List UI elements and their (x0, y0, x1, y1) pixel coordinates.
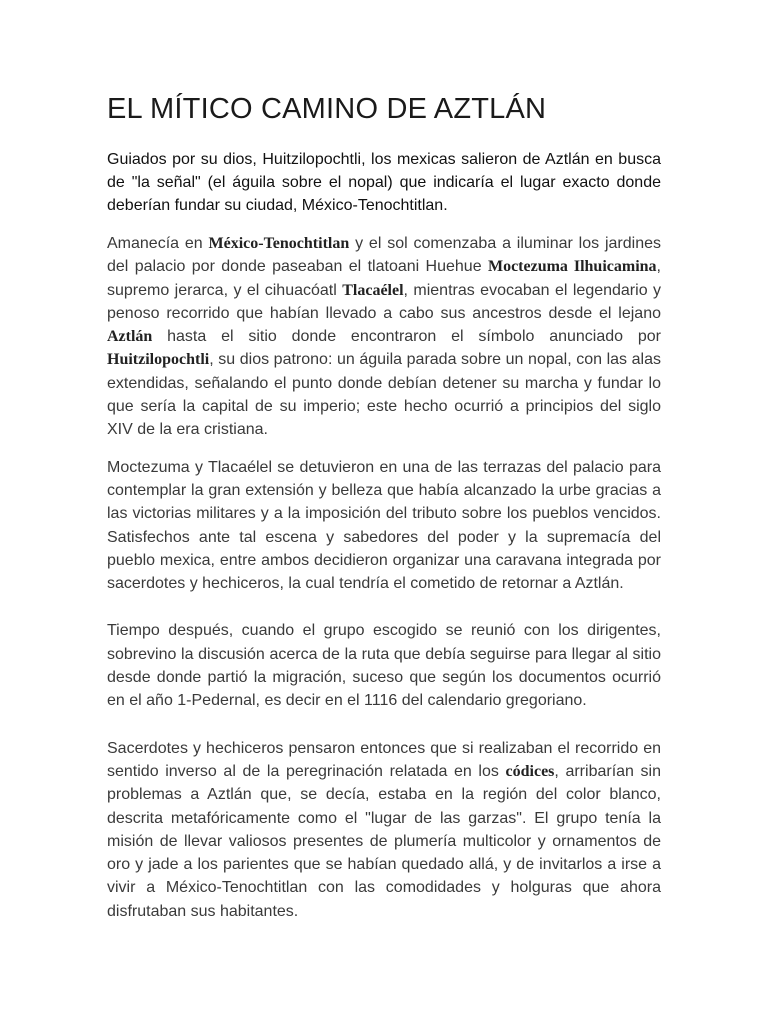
keyword-tlacaelel: Tlacaélel (342, 281, 404, 299)
paragraph-1-text-6: , su dios patrono: un águila parada sobre un nopal, con las alas extendidas, señalando el punto donde debían detener su marcha y fundar lo que sería la capital de su imperio; este hecho ocurrió a principios del siglo XIV de la era cristiana. (107, 351, 661, 439)
paragraph-1-text-3: , supremo jerarca, y el cihuacóatl (107, 258, 661, 299)
intro-paragraph: Guiados por su dios, Huitzilopochtli, los mexicas salieron de Aztlán en busca de "la señal" (el águila sobre el nopal) que indicaría el lugar exacto donde deberían fundar su ciudad, México-Tenochtitlan. (107, 151, 661, 214)
keyword-huitzilopochtli: Huitzilopochtli (107, 351, 210, 369)
paragraph-2: Moctezuma y Tlacaélel se detuvieron en una de las terrazas del palacio para contemplar la gran extensión y belleza que había alcanzado la urbe gracias a las victorias militares y a la imposición del tributo sobre los pueblos vencidos. Satisfechos ante tal escena y sabedores del poder y la supremacía del pueblo mexica, entre ambos decidieron organizar una caravana integrada por sacerdotes y hechiceros, la cual tendría el cometido de retornar a Aztlán. (107, 458, 661, 593)
paragraph-4 (107, 737, 661, 923)
paragraph-1 (107, 232, 661, 442)
paragraph-1-text-4: , mientras evocaban el legendario y penoso recorrido que habían llevado a cabo sus ancestros desde el lejano (107, 281, 662, 322)
paragraph-1-text-2: y el sol comenzaba a iluminar los jardines del palacio por donde paseaban el tlatoani Huehue (107, 235, 661, 276)
paragraph-1-text-5: hasta el sitio donde encontraron el símbolo anunciado por (152, 328, 661, 346)
page-title: EL MÍTICO CAMINO DE AZTLÁN (107, 93, 547, 125)
keyword-aztlan: Aztlán (107, 328, 153, 346)
keyword-moctezuma-ilhuicamina: Moctezuma Ilhuicamina (487, 258, 657, 276)
keyword-mexico-tenochtitlan: México-Tenochtitlan (208, 235, 350, 252)
document-page (107, 88, 661, 923)
keyword-codices: códices (505, 762, 555, 780)
paragraph-4-text-1: Sacerdotes y hechiceros pensaron entonces que si realizaban el recorrido en sentido inverso al de la peregrinación relatada en los (107, 739, 661, 780)
paragraph-4-text-2: , arribarían sin problemas a Aztlán que, se decía, estaba en la región del color blanco, descrita metafóricamente como el "lugar de las garzas". El grupo tenía la misión de llevar valiosos presentes de plumería multicolor y ornamentos de oro y jade a los parientes que se habían quedado allá, y de invitarlos a irse a vivir a México-Tenochtitlan con las comodidades y holguras que ahora disfrutaban sus habitantes. (107, 762, 662, 920)
paragraph-3: Tiempo después, cuando el grupo escogido se reunió con los dirigentes, sobrevino la discusión acerca de la ruta que debía seguirse para llegar al sitio desde donde partió la migración, suceso que según los documentos ocurrió en el año 1-Pedernal, es decir en el 1116 del calendario gregoriano. (107, 622, 661, 710)
paragraph-1-text-1: Amanecía en (107, 235, 209, 252)
